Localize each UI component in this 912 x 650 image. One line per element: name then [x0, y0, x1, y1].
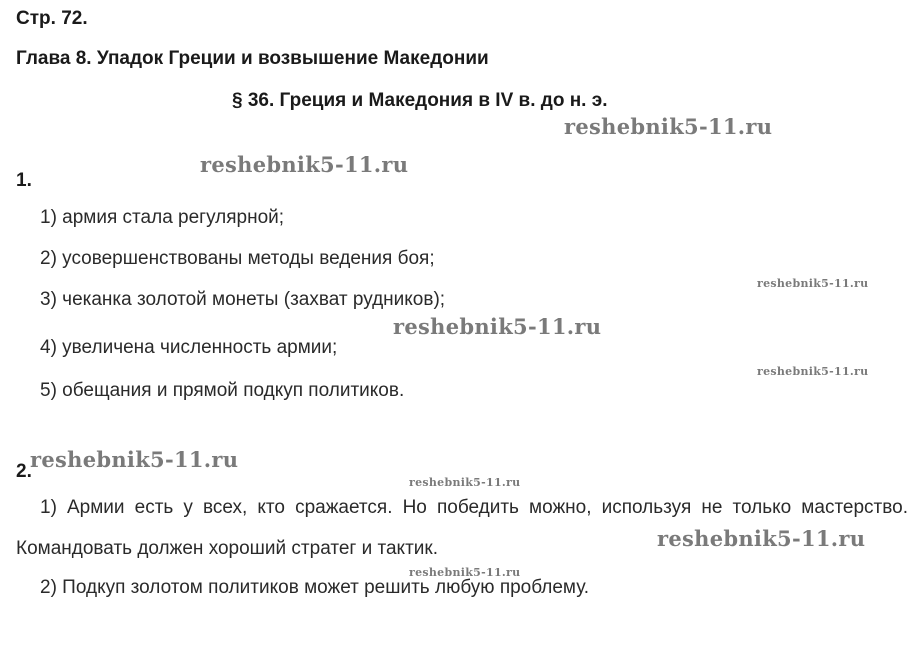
watermark: reshebnik5-11.ru — [657, 526, 866, 551]
watermark: reshebnik5-11.ru — [30, 447, 239, 472]
task-1-item-3: 3) чеканка золотой монеты (захват рудников); — [40, 289, 446, 310]
task-1-item-1: 1) армия стала регулярной; — [40, 207, 285, 228]
task-1-item-2: 2) усовершенствованы методы ведения боя; — [40, 248, 435, 269]
task-1-number: 1. — [16, 170, 32, 191]
watermark: reshebnik5-11.ru — [409, 566, 521, 579]
task-2-number: 2. — [16, 461, 32, 482]
task-1-item-5: 5) обещания и прямой подкуп политиков. — [40, 380, 405, 401]
watermark: reshebnik5-11.ru — [393, 314, 602, 339]
watermark: reshebnik5-11.ru — [757, 277, 869, 290]
task-2-paragraph-1: 1) Армии есть у всех, кто сражается. Но победить можно, используя не только мастерство. Командовать должен хороший стратег и тактик. — [16, 497, 908, 559]
watermark: reshebnik5-11.ru — [200, 152, 409, 177]
watermark: reshebnik5-11.ru — [409, 476, 521, 489]
watermark: reshebnik5-11.ru — [757, 365, 869, 378]
task-1-item-4: 4) увеличена численность армии; — [40, 337, 338, 358]
section-title: § 36. Греция и Македония в IV в. до н. э. — [232, 90, 608, 111]
watermark: reshebnik5-11.ru — [564, 114, 773, 139]
task-2-paragraph-2: 2) Подкуп золотом политиков может решить любую проблему. — [40, 577, 590, 598]
page-reference: Стр. 72. — [16, 8, 88, 29]
chapter-title: Глава 8. Упадок Греции и возвышение Македонии — [16, 48, 489, 69]
